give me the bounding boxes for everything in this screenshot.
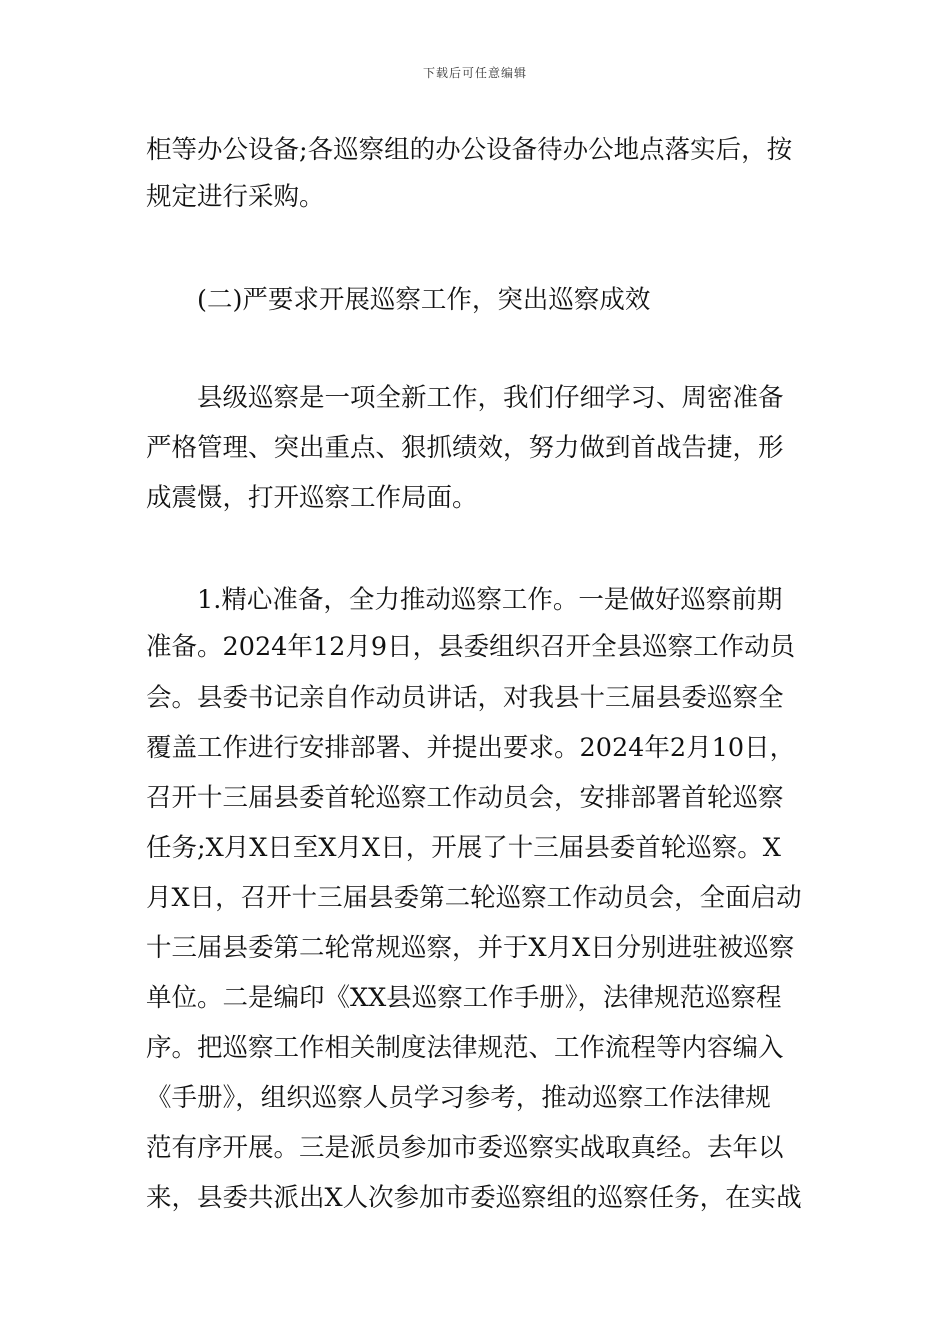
text-line: 范有序开展。三是派员参加市委巡察实战取真经。去年以 <box>146 1133 784 1163</box>
text-line: 月X日，召开十三届县委第二轮巡察工作动员会，全面启动 <box>146 883 802 913</box>
text-line: 成震慑，打开巡察工作局面。 <box>146 483 478 513</box>
text-line: 召开十三届县委首轮巡察工作动员会，安排部署首轮巡察 <box>146 783 784 813</box>
text-line: 单位。二是编印《XX县巡察工作手册》，法律规范巡察程 <box>146 983 782 1013</box>
text-line: 1.精心准备，全力推动巡察工作。一是做好巡察前期 <box>197 585 783 615</box>
text-line: 准备。2024年12月9日，县委组织召开全县巡察工作动员 <box>146 632 796 662</box>
text-line: 序。把巡察工作相关制度法律规范、工作流程等内容编入 <box>146 1033 784 1063</box>
section-heading: (二)严要求开展巡察工作，突出巡察成效 <box>197 285 651 315</box>
text-line: 《手册》，组织巡察人员学习参考，推动巡察工作法律规 <box>146 1083 771 1113</box>
text-line: 严格管理、突出重点、狠抓绩效，努力做到首战告捷，形 <box>146 433 784 463</box>
text-line: 覆盖工作进行安排部署、并提出要求。2024年2月10日， <box>146 733 796 763</box>
page-header-note: 下载后可任意编辑 <box>422 66 527 80</box>
text-line: 规定进行采购。 <box>146 182 325 212</box>
text-line: 柜等办公设备;各巡察组的办公设备待办公地点落实后，按 <box>146 135 793 165</box>
text-line: 县级巡察是一项全新工作，我们仔细学习、周密准备 <box>197 383 784 413</box>
text-line: 会。县委书记亲自作动员讲话，对我县十三届县委巡察全 <box>146 683 784 713</box>
text-line: 任务;X月X日至X月X日，开展了十三届县委首轮巡察。X <box>146 833 781 863</box>
text-line: 十三届县委第二轮常规巡察，并于X月X日分别进驻被巡察 <box>146 933 795 963</box>
text-line: 来，县委共派出X人次参加市委巡察组的巡察任务，在实战 <box>146 1183 802 1213</box>
